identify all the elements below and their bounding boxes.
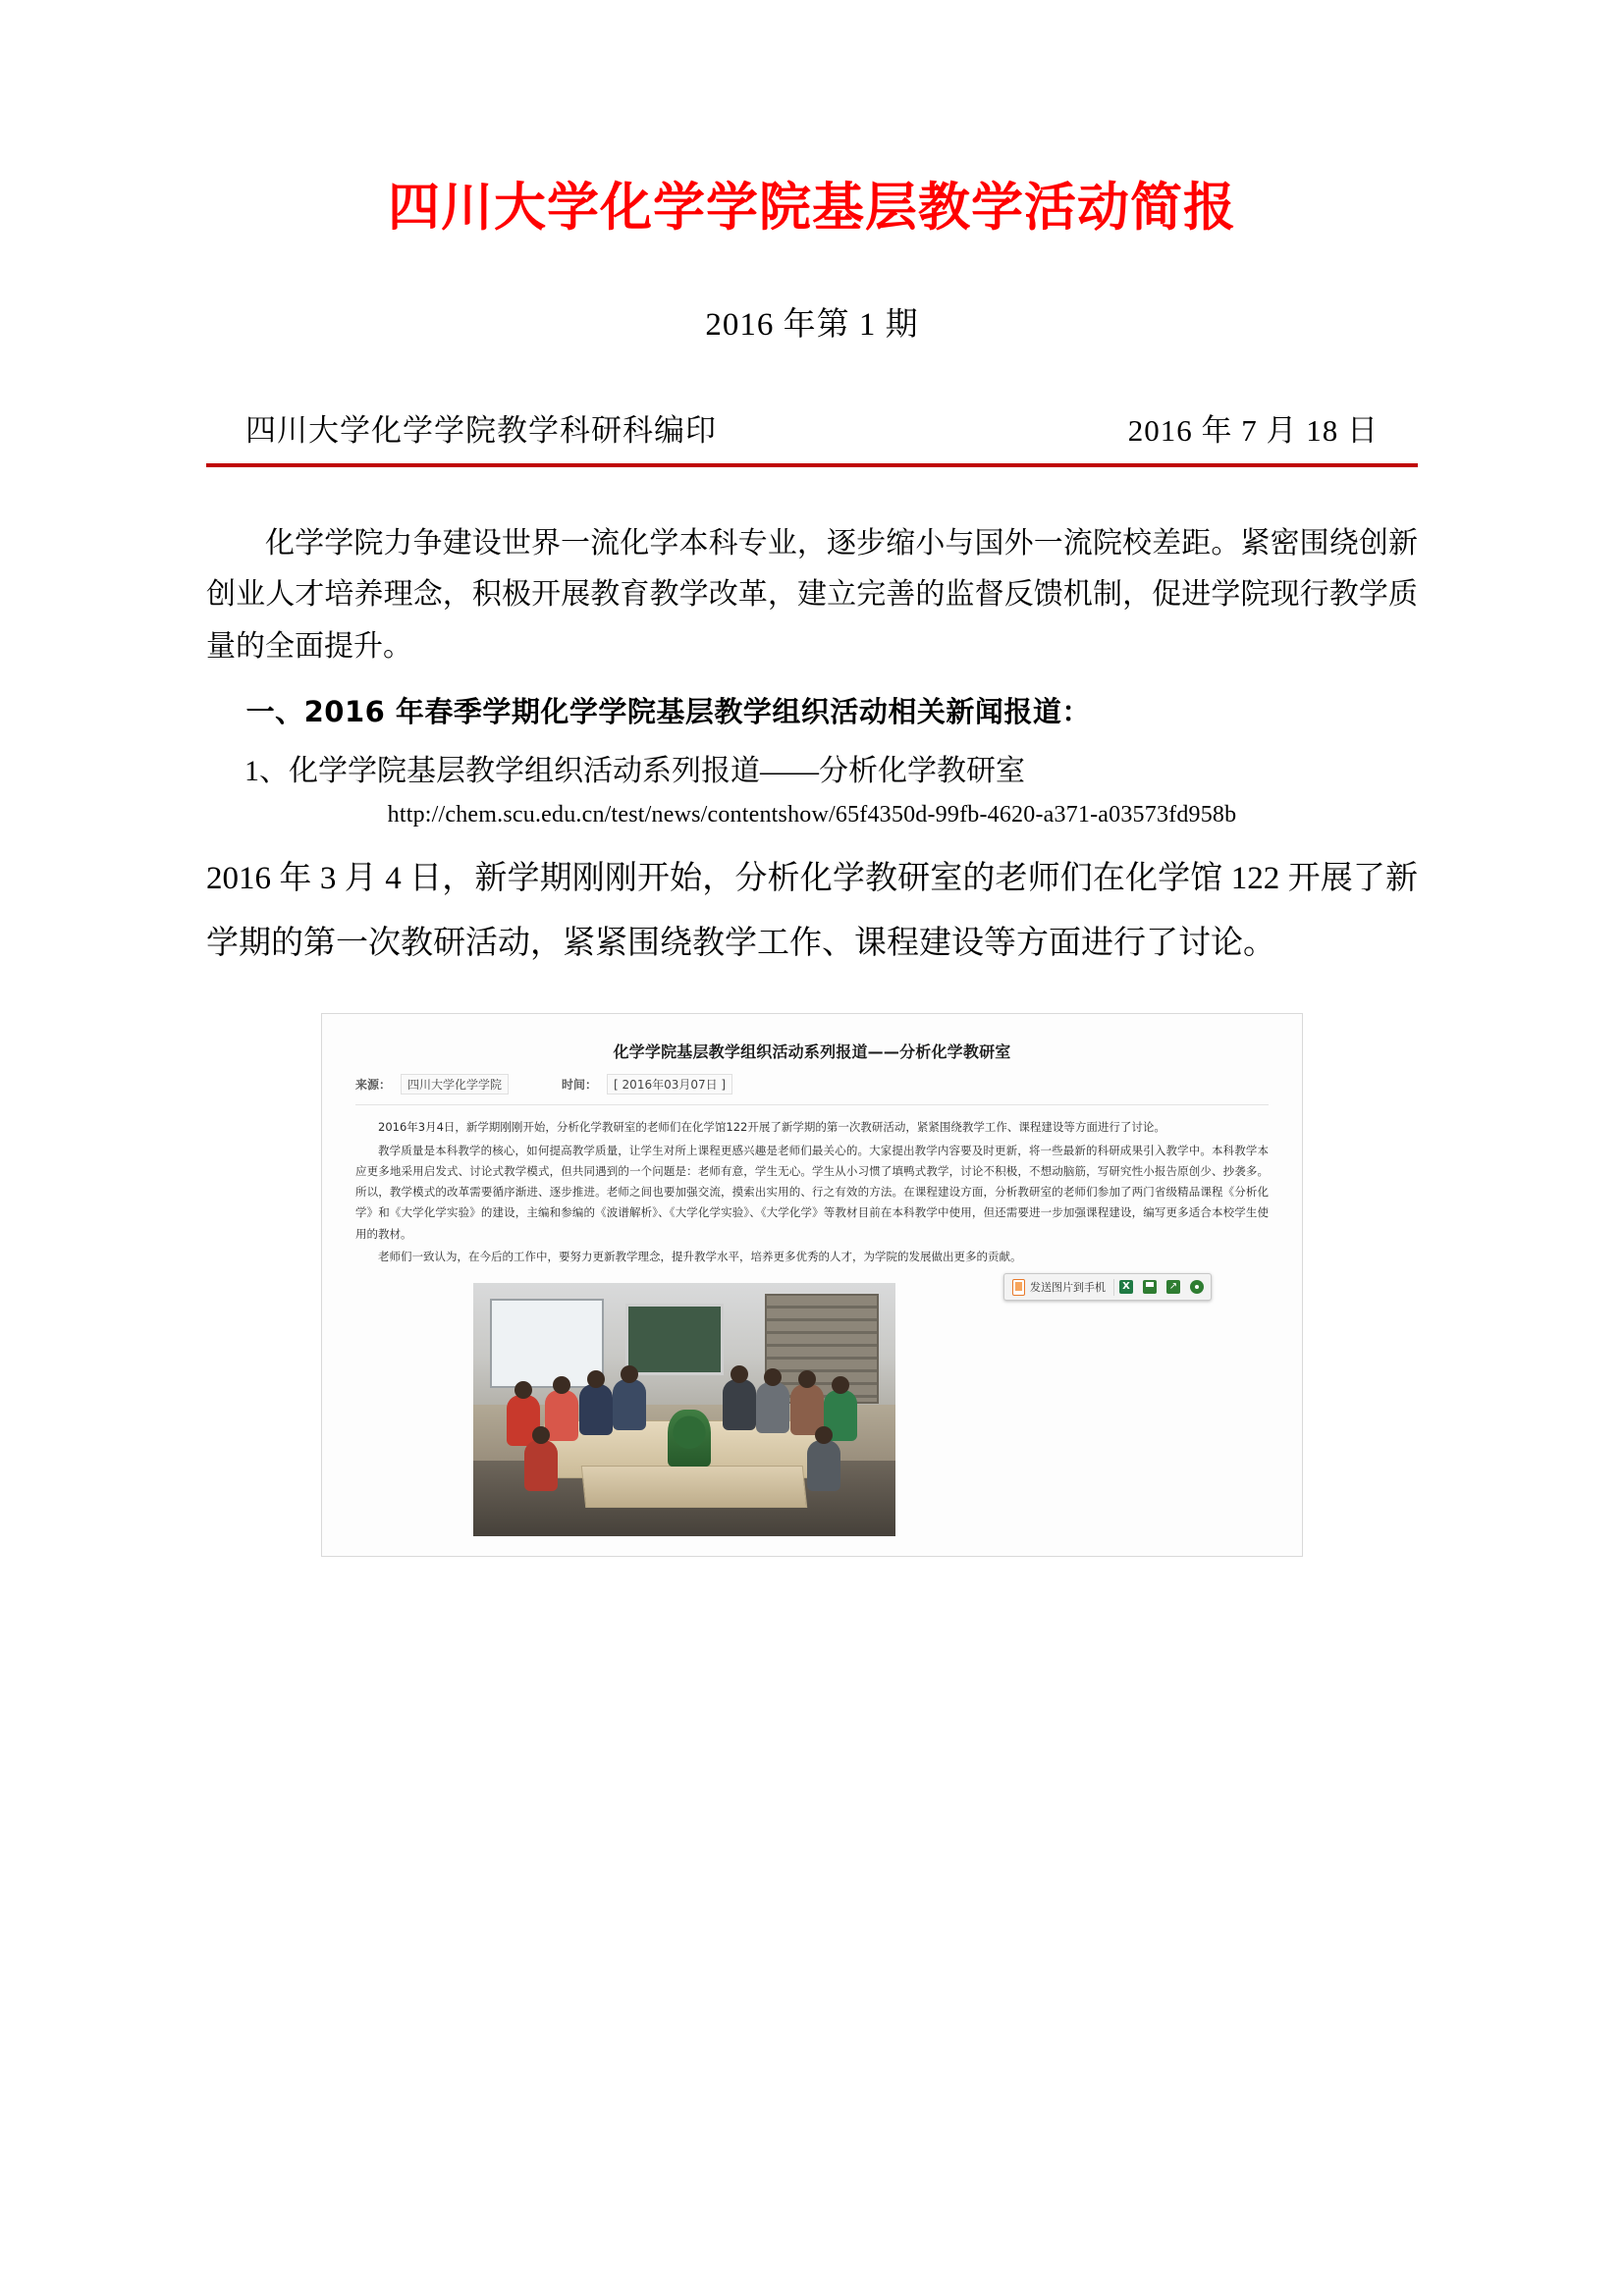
imprint-row [206,405,1418,467]
photo-person-head [514,1381,532,1399]
export-excel-button[interactable] [1114,1276,1138,1298]
photo-plant [668,1410,711,1467]
imprint-date: 2016 年 7 月 18 日 [1127,412,1379,448]
photo-person [524,1440,558,1491]
photo-person [613,1379,646,1430]
screenshot-paragraph: 老师们一致认为，在今后的工作中，要努力更新教学理念，提升教学水平，培养更多优秀的人才，为学院的发展做出更多的贡献。 [378,1249,1022,1263]
source-value: 四川大学化学学院 [401,1074,509,1095]
meeting-photo [473,1283,895,1536]
body-paragraph: 2016 年 3 月 4 日，新学期刚刚开始，分析化学教研室的老师们在化学馆 122 开展了新学期的第一次教研活动，紧紧围绕教学工作、课程建设等方面进行了讨论。 [206,861,1418,962]
screenshot-title: 化学学院基层教学组织活动系列报道——分析化学教研室 [613,1042,1011,1062]
screenshot-paragraph: 教学质量是本科教学的核心，如何提高教学质量，让学生对所上课程更感兴趣是老师们最关心的。大家提出教学内容要及时更新，将一些最新的科研成果引入教学中。本科教学本应更多地采用启发式、讨论式教学模式，但共同遇到的一个问题是：老师有意，学生无心。学生从小习惯了填鸭式教学，讨论不积极，不想动脑筋，写研究性小报告原创少、抄袭多。所以，教学模式的改革需要循序渐进、逐步推进。老师之间也要加强交流，摸索出实用的、行之有效的方法。在课程建设方面，分析教研室的老师们参加了两门省级精品课程《分析化学》和《大学化学实验》的建设，主编和参编的《波谱解析》、《大学化学实验》、《大学化学》等教材目前在本科教学中使用，但还需要进一步加强课程建设，编写更多适合本校学生使用的教材。 [355,1143,1269,1241]
photo-person-head [815,1426,833,1444]
share-icon [1166,1280,1180,1294]
imprint-publisher: 四川大学化学学院教学科研科编印 [245,412,717,448]
screenshot-meta [355,1074,1269,1105]
sub-item-title: 1、化学学院基层教学组织活动系列报道——分析化学教研室 [244,755,1025,788]
photo-window [490,1299,604,1389]
masthead-title: 四川大学化学学院基层教学活动简报 [388,178,1236,238]
photo-person-head [832,1376,849,1394]
phone-icon [1012,1279,1025,1296]
photo-person-head [731,1365,748,1383]
screenshot-paragraph: 2016年3月4日，新学期刚刚开始，分析化学教研室的老师们在化学馆122开展了新学期的第一次教研活动，紧紧围绕教学工作、课程建设等方面进行了讨论。 [378,1120,1165,1135]
photo-person [723,1379,756,1430]
screenshot-photo-area [355,1273,1269,1536]
screenshot-content [322,1014,1302,1556]
save-image-button[interactable] [1138,1276,1162,1298]
source-label: 来源： [355,1078,392,1093]
send-to-phone-button[interactable] [1006,1279,1113,1296]
send-to-phone-label: 发送图片到手机 [1030,1281,1106,1295]
photo-person-head [553,1376,570,1394]
issue-line: 2016 年第 1 期 [705,306,919,343]
photo-person [545,1390,578,1441]
photo-person [807,1440,840,1491]
embedded-screenshot [321,1013,1303,1557]
gear-icon [1190,1280,1204,1294]
photo-person-head [587,1370,605,1388]
time-value: [ 2016年03月07日 ] [607,1074,732,1095]
photo-board [625,1304,725,1375]
photo-person-head [798,1370,816,1388]
share-image-button[interactable] [1162,1276,1185,1298]
photo-person [579,1384,613,1435]
settings-button[interactable] [1185,1276,1209,1298]
section-heading: 一、2016 年春季学期化学学院基层教学组织活动相关新闻报道： [245,695,1091,729]
photo-table-second [581,1466,807,1508]
send-to-phone-toolbar[interactable] [1003,1273,1212,1301]
photo-person-head [532,1426,550,1444]
source-url[interactable]: http://chem.scu.edu.cn/test/news/contentshow/65f4350d-99fb-4620-a371-a03573fd958b [387,802,1237,828]
photo-person [756,1382,789,1433]
save-icon [1143,1280,1157,1294]
time-label: 时间： [562,1078,598,1093]
photo-person-head [764,1368,782,1386]
excel-icon [1119,1280,1133,1294]
photo-person-head [621,1365,638,1383]
intro-paragraph: 化学学院力争建设世界一流化学本科专业，逐步缩小与国外一流院校差距。紧密围绕创新创业人才培养理念，积极开展教育教学改革，建立完善的监督反馈机制，促进学院现行教学质量的全面提升。 [206,526,1418,663]
